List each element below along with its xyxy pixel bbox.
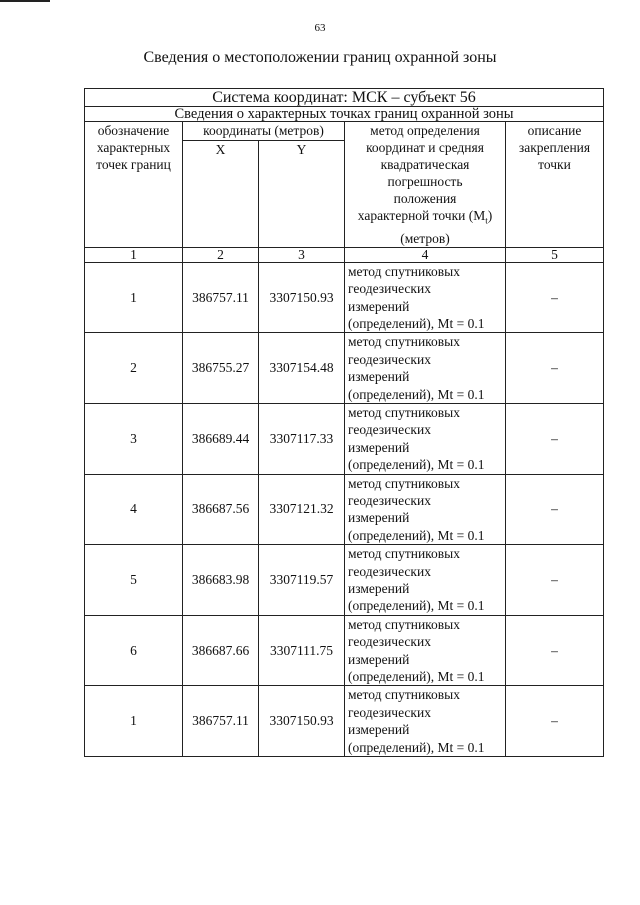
- point-id: 1: [85, 686, 183, 757]
- x-coordinate: 386755.27: [183, 333, 259, 404]
- y-coordinate: 3307150.93: [259, 686, 345, 757]
- description-cell: –: [506, 333, 604, 404]
- y-coordinate: 3307111.75: [259, 615, 345, 686]
- table-row: [85, 615, 604, 686]
- method-cell: метод спутниковых геодезических измерений (определений), Mt = 0.1: [345, 686, 506, 757]
- method-cell: метод спутниковых геодезических измерений (определений), Mt = 0.1: [345, 545, 506, 616]
- y-coordinate: 3307121.32: [259, 474, 345, 545]
- method-cell: метод спутниковых геодезических измерений (определений), Mt = 0.1: [345, 474, 506, 545]
- column-number: 5: [506, 247, 604, 262]
- method-cell: метод спутниковых геодезических измерений (определений), Mt = 0.1: [345, 615, 506, 686]
- boundary-points-table: [84, 88, 604, 757]
- point-id: 2: [85, 333, 183, 404]
- coordinate-system-row: Система координат: МСК – субъект 56: [85, 89, 604, 107]
- header-x: X: [183, 140, 259, 247]
- table-row: [85, 686, 604, 757]
- table-row: [85, 333, 604, 404]
- header-coordinates: координаты (метров): [183, 122, 345, 141]
- description-cell: –: [506, 403, 604, 474]
- x-coordinate: 386757.11: [183, 262, 259, 333]
- y-coordinate: 3307119.57: [259, 545, 345, 616]
- description-cell: –: [506, 262, 604, 333]
- column-number: 2: [183, 247, 259, 262]
- y-coordinate: 3307154.48: [259, 333, 345, 404]
- point-id: 3: [85, 403, 183, 474]
- x-coordinate: 386757.11: [183, 686, 259, 757]
- point-id: 5: [85, 545, 183, 616]
- header-point-designation: обозначение характерных точек границ: [85, 122, 183, 248]
- page-number: 63: [314, 22, 326, 34]
- point-id: 1: [85, 262, 183, 333]
- header-description: описание закрепления точки: [506, 122, 604, 248]
- method-cell: метод спутниковых геодезических измерений (определений), Mt = 0.1: [345, 262, 506, 333]
- y-coordinate: 3307117.33: [259, 403, 345, 474]
- point-id: 6: [85, 615, 183, 686]
- table-row: [85, 403, 604, 474]
- x-coordinate: 386687.56: [183, 474, 259, 545]
- description-cell: –: [506, 686, 604, 757]
- method-cell: метод спутниковых геодезических измерений (определений), Mt = 0.1: [345, 333, 506, 404]
- header-y: Y: [259, 140, 345, 247]
- document-title: Сведения о местоположении границ охранной зоны: [143, 49, 497, 66]
- table-subtitle-row: Сведения о характерных точках границ охранной зоны: [85, 107, 604, 122]
- table-row: [85, 262, 604, 333]
- header-rule: [0, 0, 50, 2]
- y-coordinate: 3307150.93: [259, 262, 345, 333]
- header-method: метод определения координат и средняя квадратическая погрешность положения характерной точки $(M_t)$ (метров): [345, 122, 506, 248]
- description-cell: –: [506, 615, 604, 686]
- x-coordinate: 386683.98: [183, 545, 259, 616]
- description-cell: –: [506, 474, 604, 545]
- table-row: [85, 474, 604, 545]
- x-coordinate: 386687.66: [183, 615, 259, 686]
- point-id: 4: [85, 474, 183, 545]
- x-coordinate: 386689.44: [183, 403, 259, 474]
- column-number: 1: [85, 247, 183, 262]
- column-number: 4: [345, 247, 506, 262]
- description-cell: –: [506, 545, 604, 616]
- table-row: [85, 545, 604, 616]
- column-number: 3: [259, 247, 345, 262]
- method-cell: метод спутниковых геодезических измерений (определений), Mt = 0.1: [345, 403, 506, 474]
